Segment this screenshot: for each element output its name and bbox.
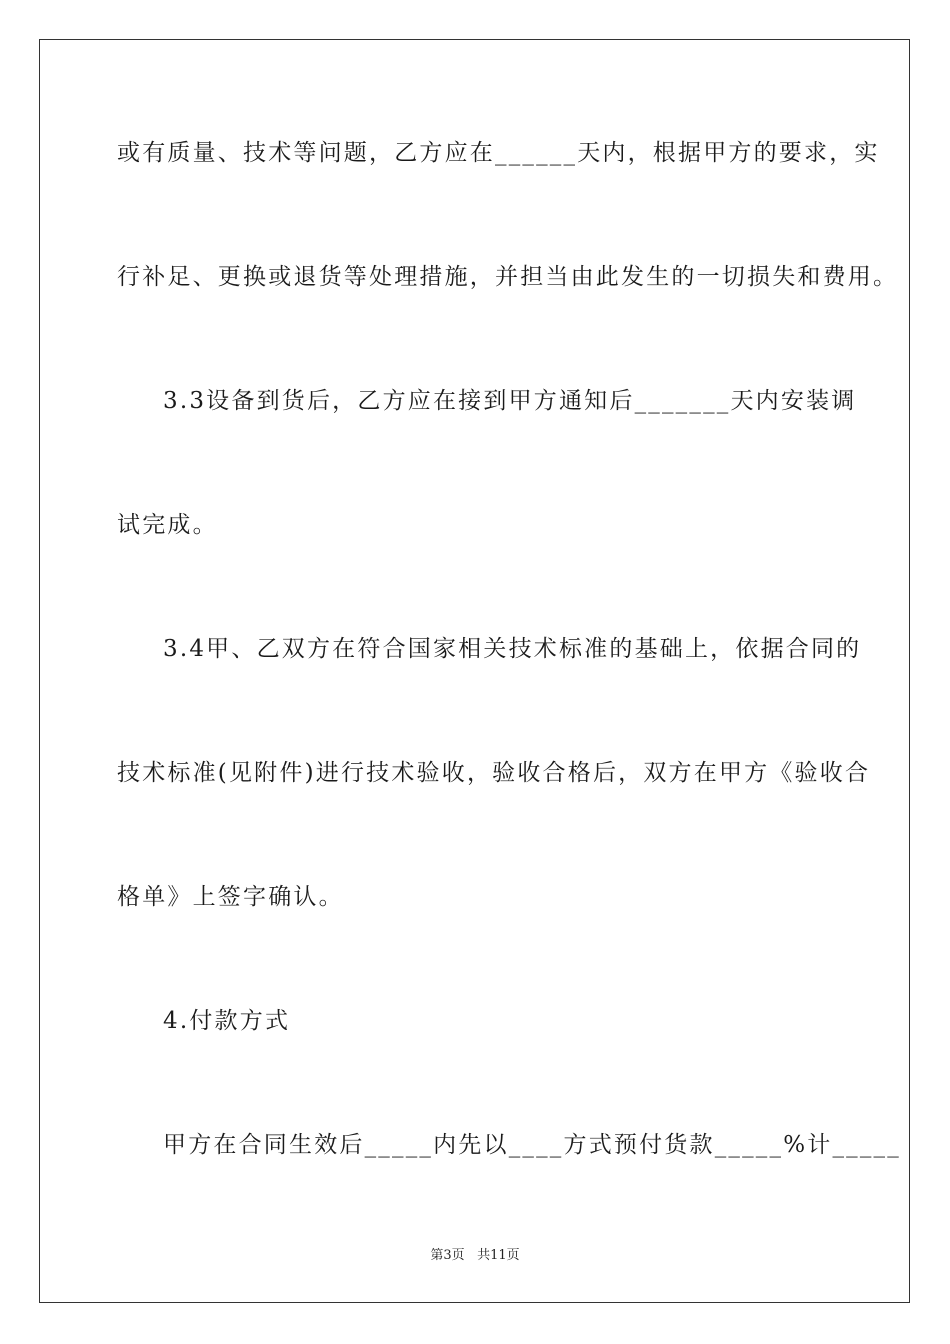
text-line: 技术标准(见附件)进行技术验收，验收合格后，双方在甲方《验收合 [117, 760, 871, 786]
section-3-3-line: 3.3设备到货后，乙方应在接到甲方通知后_______天内安装调 [163, 388, 857, 414]
text-line: 行补足、更换或退货等处理措施，并担当由此发生的一切损失和费用。 [117, 264, 899, 290]
page-total: 共11页 [477, 1248, 520, 1263]
section-4-heading: 4.付款方式 [163, 1008, 291, 1034]
section-3-4-line: 3.4甲、乙双方在符合国家相关技术标准的基础上，依据合同的 [163, 636, 862, 662]
text-line: 格单》上签字确认。 [117, 884, 344, 910]
page-border [39, 39, 910, 1303]
text-line: 或有质量、技术等问题，乙方应在______天内，根据甲方的要求，实 [117, 140, 880, 166]
page-number: 第3页 [430, 1248, 465, 1263]
payment-terms-line: 甲方在合同生效后_____内先以____方式预付货款_____%计_____ [163, 1132, 901, 1158]
text-line: 试完成。 [117, 512, 218, 538]
page-footer [0, 1248, 950, 1264]
